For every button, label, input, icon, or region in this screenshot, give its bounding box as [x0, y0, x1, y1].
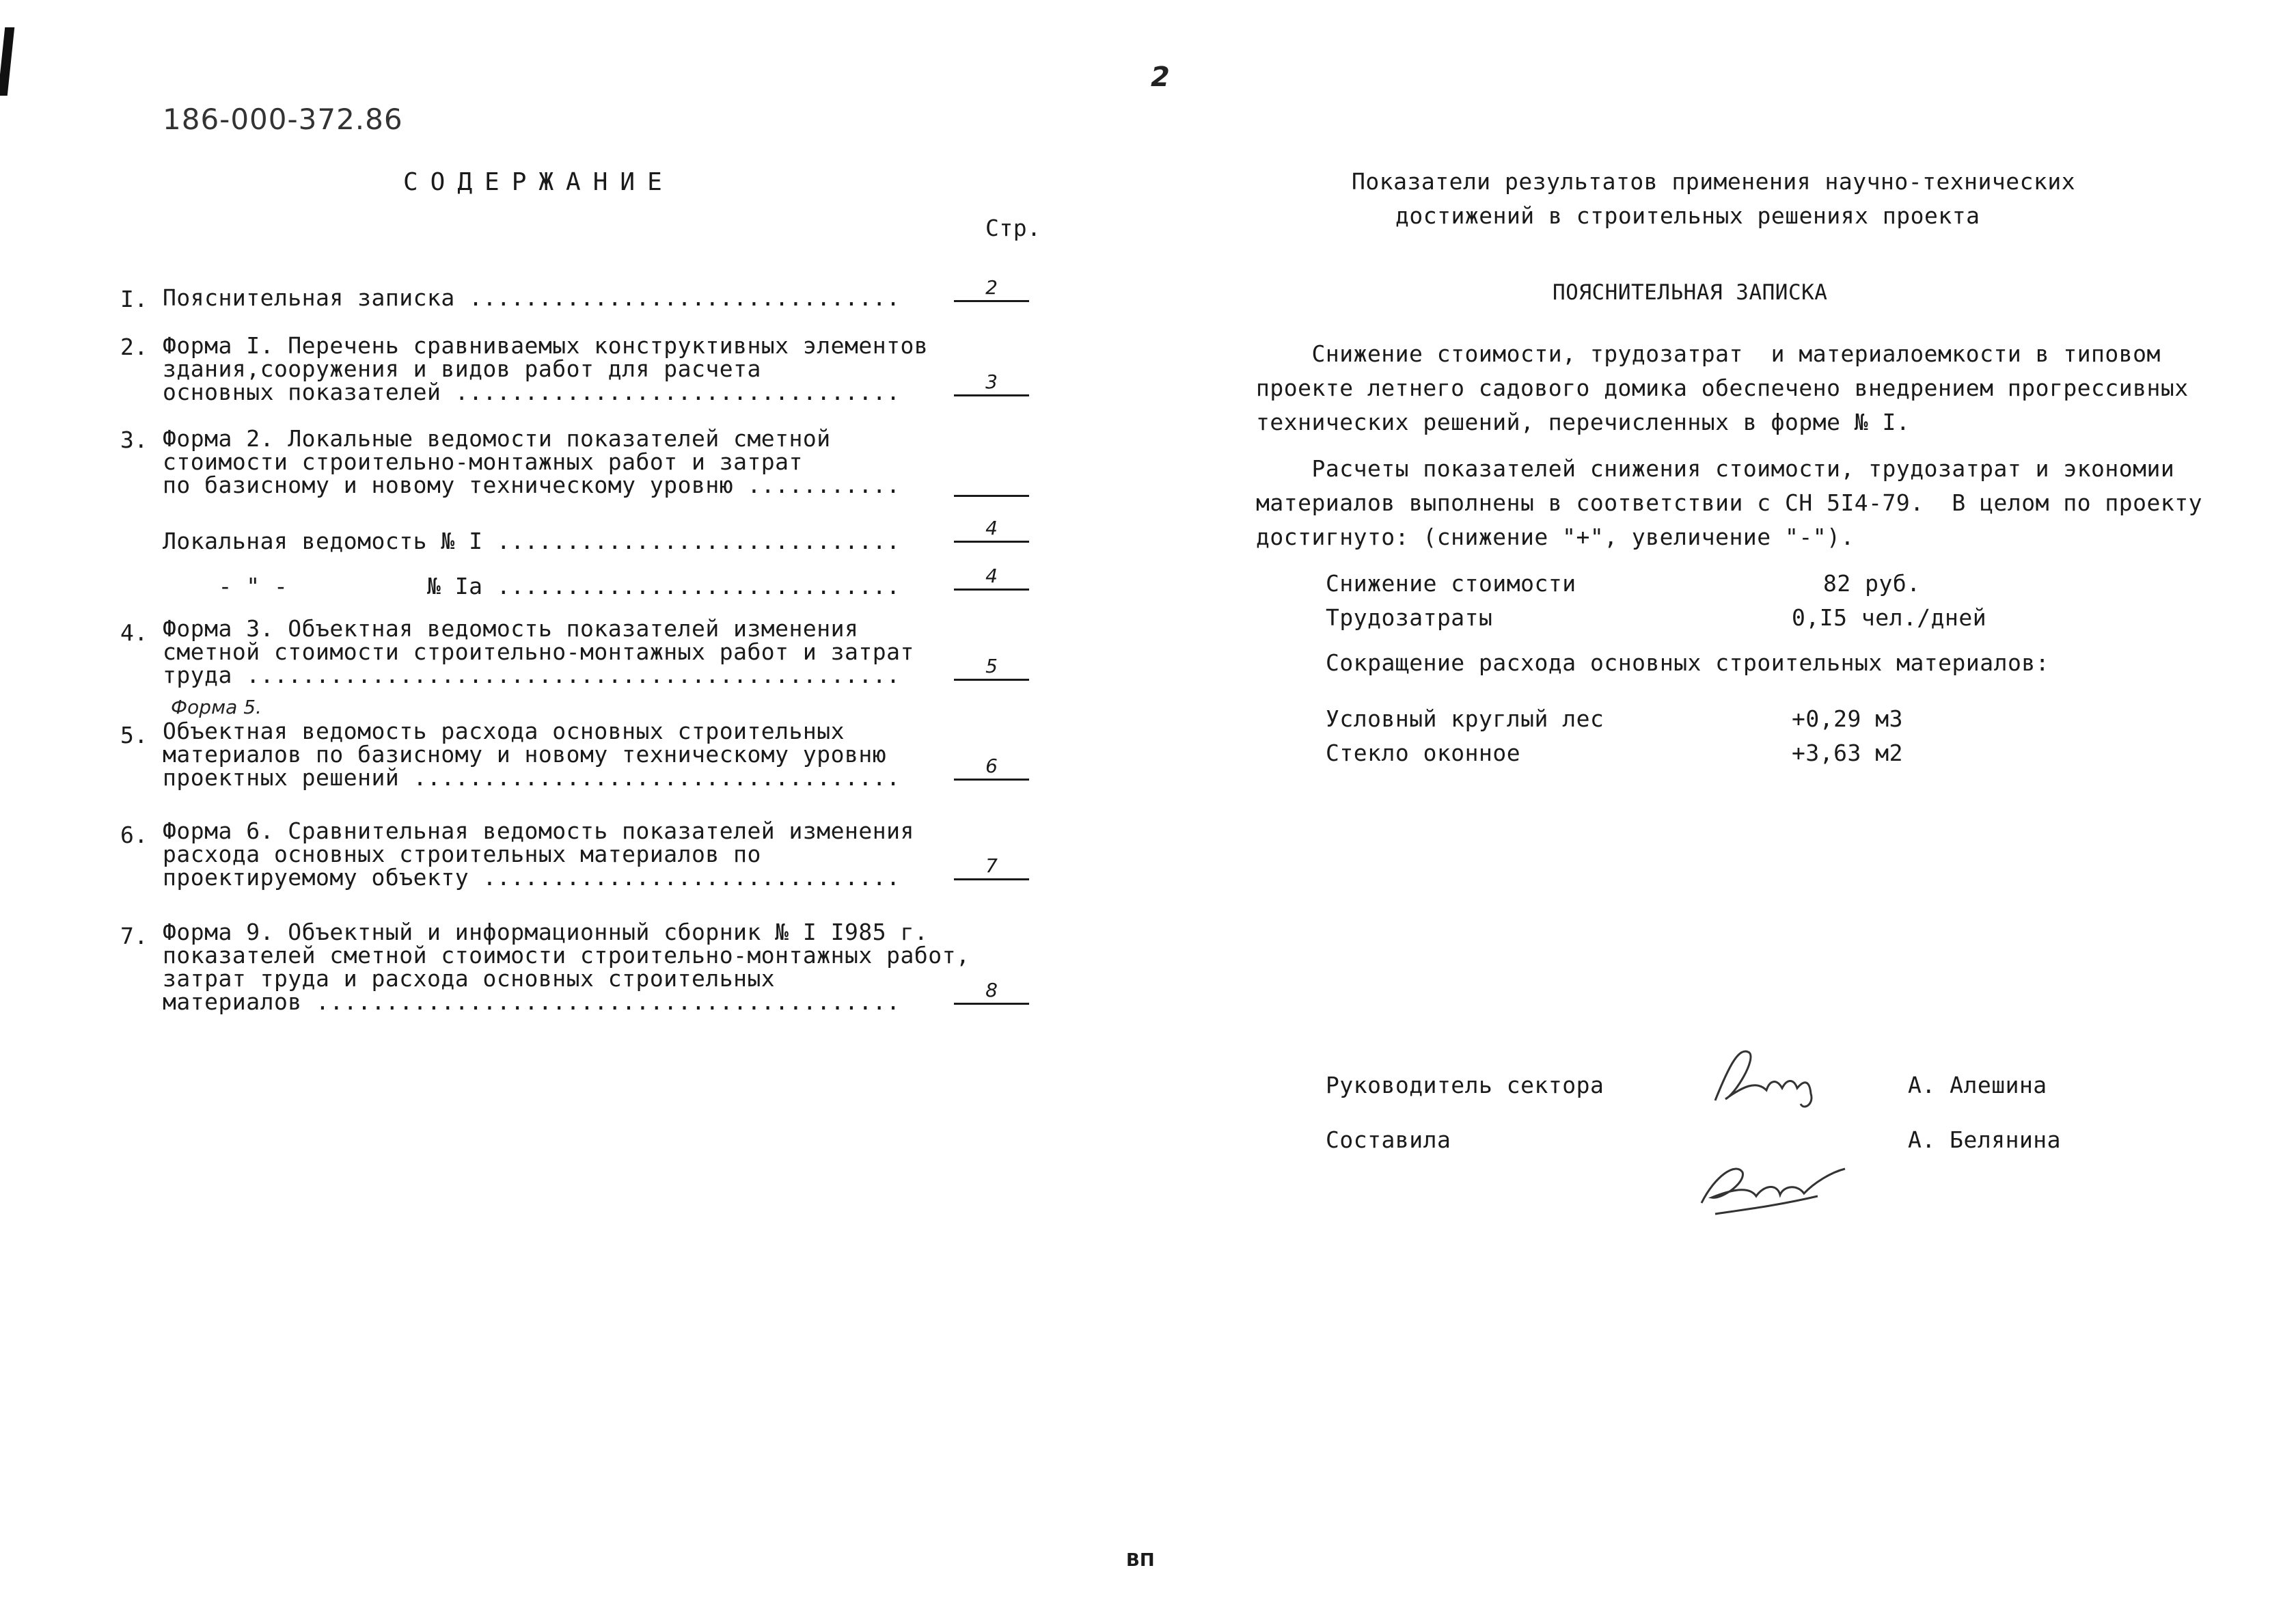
- paragraph-line: достигнуто: (снижение "+", увеличение "-").: [1256, 524, 1855, 550]
- toc-entry-line: Объектная ведомость расхода основных строительных: [163, 718, 845, 744]
- paragraph-line: Снижение стоимости, трудозатрат и материалоемкости в типовом: [1256, 340, 2161, 367]
- document-number: 186-000-372.86: [163, 103, 403, 136]
- signature-name: А. Алешина: [1908, 1072, 2047, 1098]
- signature-role: Руководитель сектора: [1326, 1072, 1604, 1098]
- material-label: Стекло оконное: [1326, 740, 1521, 766]
- toc-entry-page: 4: [954, 517, 1029, 543]
- handwritten-signature: [1702, 1039, 1824, 1114]
- toc-entry-page: 3: [954, 370, 1029, 396]
- toc-entry-number: 5.: [120, 722, 148, 748]
- toc-entry-page: [954, 470, 1029, 497]
- toc-entry-number: 6.: [120, 822, 148, 848]
- toc-entry-page: 7: [954, 854, 1029, 880]
- paragraph-line: материалов выполнены в соответствии с СН 5I4-79. В целом по проекту: [1256, 489, 2203, 516]
- toc-entry-line: Форма I. Перечень сравниваемых конструктивных элементов: [163, 332, 929, 359]
- material-value: +0,29 м3: [1792, 705, 1903, 732]
- toc-entry-line: Локальная ведомость № I .............................: [163, 528, 901, 554]
- handwritten-signature: [1695, 1148, 1852, 1223]
- toc-entry-line: Форма 3. Объектная ведомость показателей изменения: [163, 615, 859, 642]
- signature-role: Составила: [1326, 1126, 1451, 1153]
- toc-entry-page: 4: [954, 565, 1029, 591]
- toc-entry-page: 5: [954, 655, 1029, 681]
- toc-entry-line: Форма 9. Объектный и информационный сборник № I I985 г.: [163, 919, 929, 945]
- material-label: Условный круглый лес: [1326, 705, 1604, 732]
- toc-entry-line: затрат труда и расхода основных строительных: [163, 965, 776, 992]
- toc-entry-line: основных показателей ................................: [163, 379, 901, 405]
- toc-entry-line: по базисному и новому техническому уровню ...........: [163, 472, 901, 498]
- toc-entry-page: 2: [954, 276, 1029, 302]
- page-number: 2: [1151, 62, 1170, 93]
- signature-name: А. Белянина: [1908, 1126, 2062, 1153]
- indicator-label: Снижение стоимости: [1326, 570, 1576, 597]
- toc-entry-line: труда ...............................................: [163, 662, 901, 688]
- toc-entry-number: 3.: [120, 427, 148, 453]
- toc-entry-page: 8: [954, 979, 1029, 1005]
- toc-entry-line: проектных решений ...................................: [163, 764, 901, 791]
- footer-code: ВП: [1126, 1550, 1155, 1571]
- indicator-value: 0,I5 чел./дней: [1792, 604, 1987, 631]
- toc-entry-line: Пояснительная записка ...............................: [163, 284, 901, 311]
- toc-entry-line: стоимости строительно-монтажных работ и затрат: [163, 448, 803, 475]
- paragraph-line: проекте летнего садового домика обеспечено внедрением прогрессивных: [1256, 375, 2189, 401]
- toc-entry-line: сметной стоимости строительно-монтажных работ и затрат: [163, 638, 914, 665]
- handwritten-note: Форма 5.: [171, 696, 262, 718]
- toc-entry-line: - " - № Iа .............................: [163, 573, 901, 599]
- indicator-value: 82 руб.: [1823, 570, 1921, 597]
- toc-entry-number: 7.: [120, 923, 148, 949]
- material-value: +3,63 м2: [1792, 740, 1903, 766]
- heading-line-1: Показатели результатов применения научно-технических: [1352, 168, 2076, 195]
- toc-entry-number: 2.: [120, 334, 148, 360]
- toc-entry-line: здания,сооружения и видов работ для расчета: [163, 355, 761, 382]
- materials-heading: Сокращение расхода основных строительных материалов:: [1326, 649, 2050, 676]
- page-column-header: Стр.: [985, 215, 1041, 241]
- paragraph-line: Расчеты показателей снижения стоимости, трудозатрат и экономии: [1256, 455, 2175, 482]
- toc-entry-number: 4.: [120, 619, 148, 646]
- toc-entry-line: проектируемому объекту ..............................: [163, 864, 901, 891]
- toc-entry-line: расхода основных строительных материалов по: [163, 841, 761, 867]
- toc-entry-line: материалов по базисному и новому техническому уровню: [163, 741, 887, 768]
- heading-line-2: достижений в строительных решениях проекта: [1395, 202, 1980, 229]
- section-title: ПОЯСНИТЕЛЬНАЯ ЗАПИСКА: [1553, 280, 1828, 305]
- indicator-label: Трудозатраты: [1326, 604, 1493, 631]
- toc-entry-line: материалов ..........................................: [163, 988, 901, 1015]
- toc-entry-page: 6: [954, 755, 1029, 781]
- toc-title: СОДЕРЖАНИЕ: [403, 168, 674, 196]
- paragraph-line: технических решений, перечисленных в форме № I.: [1256, 409, 1911, 435]
- toc-entry-line: Форма 2. Локальные ведомости показателей сметной: [163, 425, 831, 452]
- toc-entry-line: показателей сметной стоимости строительно-монтажных работ,: [163, 942, 970, 969]
- toc-entry-line: Форма 6. Сравнительная ведомость показателей изменения: [163, 817, 914, 844]
- toc-entry-number: I.: [120, 286, 148, 312]
- scan-edge-mark: [0, 27, 14, 96]
